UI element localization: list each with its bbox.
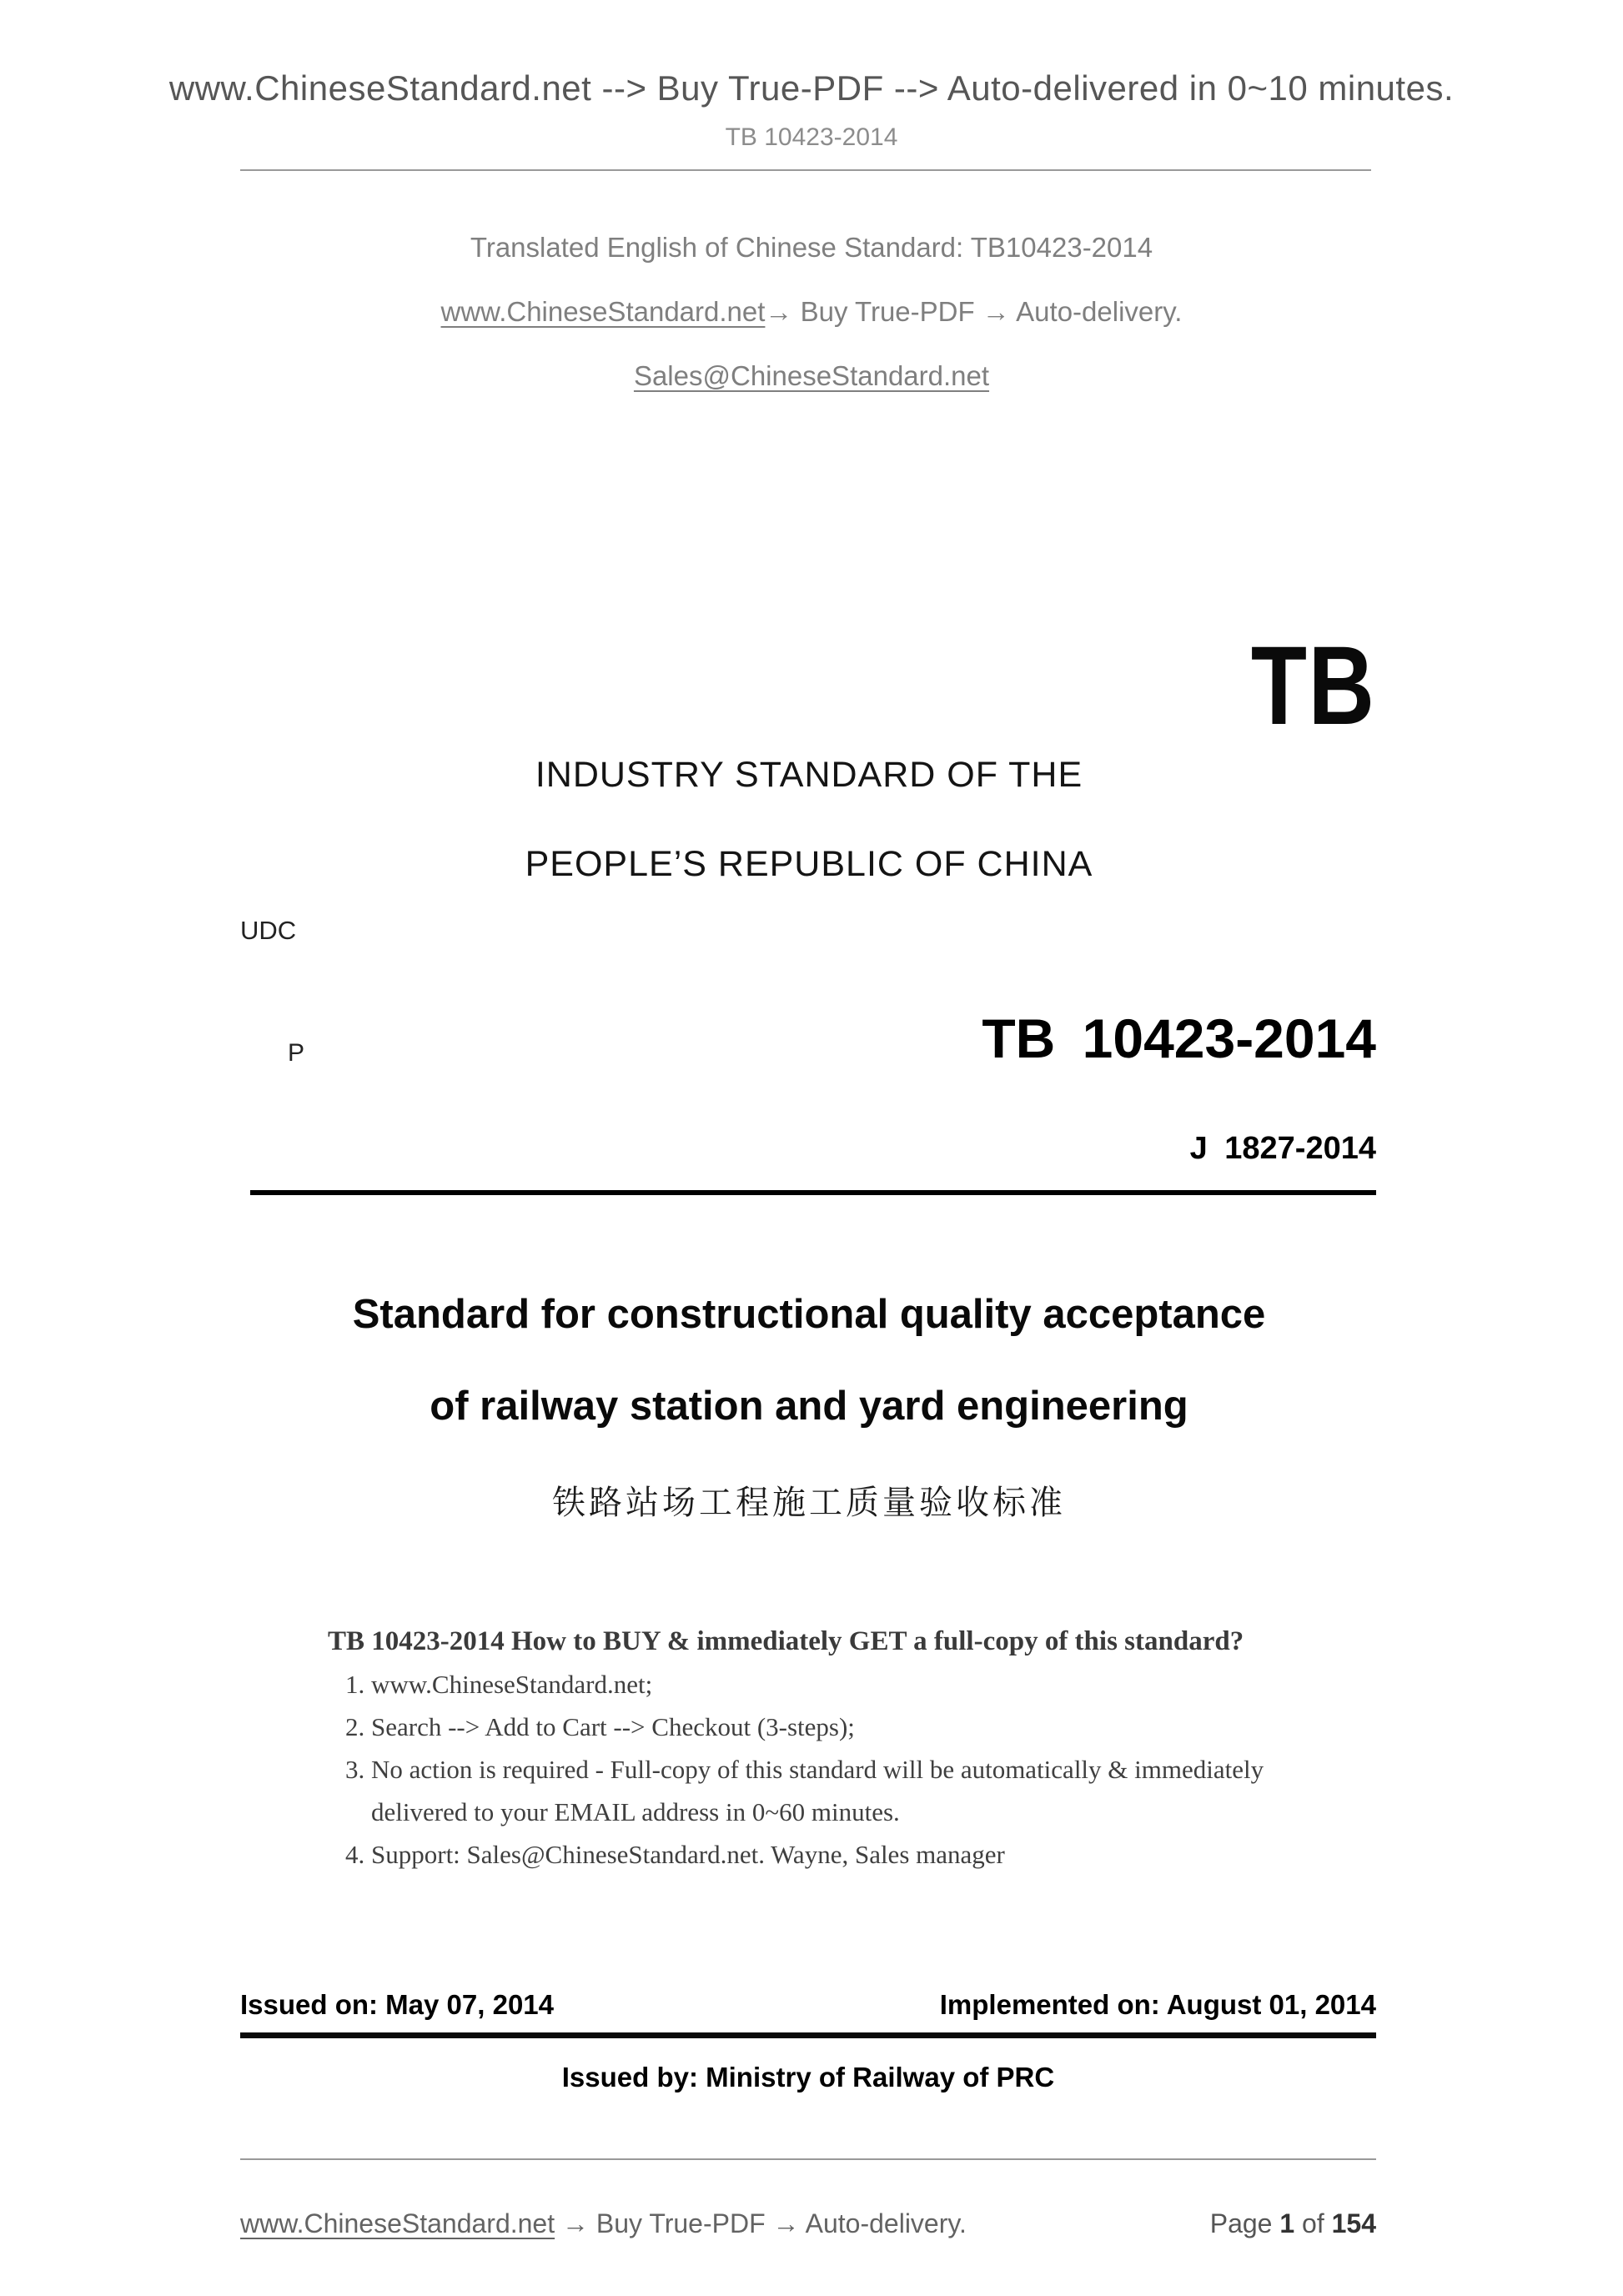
page-of-label: of bbox=[1302, 2208, 1324, 2238]
dates-row bbox=[240, 1989, 1376, 2021]
how-to-buy-step: 2. Search --> Add to Cart --> Checkout (3-steps); bbox=[371, 1706, 1312, 1748]
page-total: 154 bbox=[1331, 2208, 1376, 2238]
buy-pdf-line bbox=[0, 296, 1623, 328]
how-to-buy-step: 4. Support: Sales@ChineseStandard.net. Wayne, Sales manager bbox=[371, 1833, 1312, 1876]
buy-pdf-line-rest: → Buy True-PDF → Auto-delivery. bbox=[765, 296, 1183, 327]
page-label: Page bbox=[1209, 2208, 1273, 2238]
udc-label: UDC bbox=[240, 916, 297, 945]
sales-email-link[interactable]: Sales@ChineseStandard.net bbox=[633, 360, 990, 391]
header-divider-line bbox=[240, 169, 1371, 171]
standard-number-divider-line bbox=[250, 1190, 1376, 1195]
sales-email-line bbox=[0, 360, 1623, 392]
how-to-buy-step: 1. www.ChineseStandard.net; bbox=[371, 1663, 1312, 1706]
p-classification-label: P bbox=[288, 1039, 305, 1067]
footer bbox=[240, 2208, 1376, 2239]
implemented-on-date: Implemented on: August 01, 2014 bbox=[939, 1989, 1376, 2020]
translated-standard-note: Translated English of Chinese Standard: TB10423-2014 bbox=[470, 232, 1153, 263]
org-line-2: PEOPLE’S REPUBLIC OF CHINA bbox=[525, 844, 1093, 884]
title-chinese: 铁路站场工程施工质量验收标准 bbox=[552, 1485, 1066, 1521]
how-to-buy-section bbox=[328, 1620, 1312, 1876]
org-line-1: INDUSTRY STANDARD OF THE bbox=[535, 755, 1083, 795]
standard-number: TB 10423-2014 bbox=[982, 1007, 1376, 1069]
how-to-buy-step: 3. No action is required - Full-copy of this standard will be automatically & immediately delivered to your EMAIL address in 0~60 minutes. bbox=[371, 1748, 1312, 1833]
issued-on-date: Issued on: May 07, 2014 bbox=[240, 1989, 555, 2020]
footer-website-link[interactable]: www.ChineseStandard.net bbox=[240, 2208, 555, 2238]
standard-type-code: TB bbox=[1251, 624, 1376, 748]
how-to-buy-heading: TB 10423-2014 How to BUY & immediately GET a full-copy of this standard? bbox=[328, 1626, 1244, 1656]
title-english-line-2: of railway station and yard engineering bbox=[430, 1384, 1188, 1429]
dates-divider-line bbox=[240, 2032, 1376, 2038]
footer-divider-line bbox=[240, 2158, 1376, 2160]
header-doc-code: TB 10423-2014 bbox=[725, 123, 898, 151]
issued-by: Issued by: Ministry of Railway of PRC bbox=[561, 2062, 1055, 2093]
header-delivery-note: www.ChineseStandard.net --> Buy True-PDF --> Auto-delivered in 0~10 minutes. bbox=[168, 68, 1455, 108]
website-link[interactable]: www.ChineseStandard.net bbox=[440, 296, 766, 327]
footer-delivery-note: → Buy True-PDF → Auto-delivery. bbox=[555, 2208, 967, 2238]
j-record-number: J 1827-2014 bbox=[1189, 1131, 1376, 1166]
title-english-line-1: Standard for constructional quality acceptance bbox=[352, 1292, 1266, 1337]
how-to-buy-list bbox=[328, 1663, 1312, 1876]
page-number: 1 bbox=[1279, 2208, 1295, 2238]
page-indicator bbox=[1210, 2208, 1376, 2239]
